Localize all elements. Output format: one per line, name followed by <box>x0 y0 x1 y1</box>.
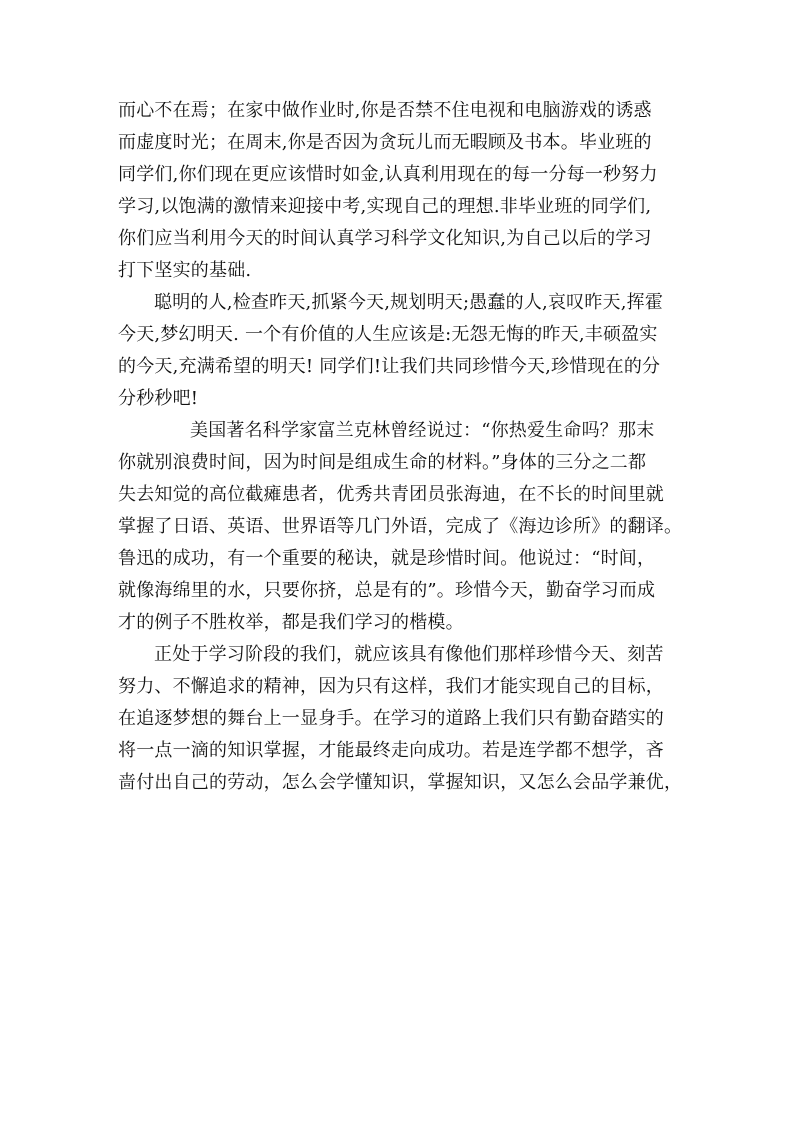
paragraph-line: 学习,以饱满的激情来迎接中考,实现自己的理想.非毕业班的同学们, <box>118 196 652 217</box>
paragraph-4 <box>118 639 683 799</box>
paragraph-line: 打下坚实的基础. <box>118 260 252 281</box>
paragraph-2 <box>118 287 678 415</box>
paragraph-line: 努力、不懈追求的精神，因为只有这样，我们才能实现自己的目标， <box>118 676 664 697</box>
paragraph-line: 你们应当利用今天的时间认真学习科学文化知识,为自己以后的学习 <box>118 228 652 249</box>
paragraph-line: 啬付出自己的劳动，怎么会学懂知识，掌握知识，又怎么会品学兼优， <box>118 772 683 793</box>
paragraph-line: 失去知觉的高位截瘫患者，优秀共青团员张海迪，在不长的时间里就 <box>118 484 664 505</box>
paragraph-line: 而虚度时光；在周末,你是否因为贪玩儿而无暇顾及书本。毕业班的 <box>118 132 652 153</box>
document-body <box>118 95 683 799</box>
paragraph-line: 正处于学习阶段的我们，就应该具有像他们那样珍惜今天、刻苦 <box>154 644 664 665</box>
paragraph-line: 掌握了日语、英语、世界语等几门外语，完成了《海边诊所》的翻译。 <box>118 516 683 537</box>
paragraph-line: 的今天,充满希望的明天! 同学们!让我们共同珍惜今天,珍惜现在的分 <box>118 356 661 377</box>
paragraph-line: 你就别浪费时间，因为时间是组成生命的材料。”身体的三分之二都 <box>118 452 647 473</box>
paragraph-line: 聪明的人,检查昨天,抓紧今天,规划明天;愚蠢的人,哀叹昨天,挥霍 <box>154 292 664 313</box>
paragraph-line: 今天,梦幻明天. 一个有价值的人生应该是:无怨无悔的昨天,丰硕盈实 <box>118 324 658 345</box>
paragraph-line: 在追逐梦想的舞台上一显身手。在学习的道路上我们只有勤奋踏实的 <box>118 708 664 729</box>
paragraph-line: 而心不在焉；在家中做作业时,你是否禁不住电视和电脑游戏的诱惑 <box>118 100 652 121</box>
paragraph-line: 鲁迅的成功，有一个重要的秘诀，就是珍惜时间。他说过：“时间， <box>118 548 656 569</box>
paragraph-line: 才的例子不胜枚举，都是我们学习的楷模。 <box>118 612 464 633</box>
paragraph-line: 分秒秒吧! <box>118 388 199 409</box>
paragraph-line: 美国著名科学家富兰克林曾经说过：“你热爱生命吗？那末 <box>190 420 655 441</box>
paragraph-line: 同学们,你们现在更应该惜时如金,认真利用现在的每一分每一秒努力 <box>118 164 658 185</box>
paragraph-line: 就像海绵里的水，只要你挤，总是有的”。珍惜今天，勤奋学习而成 <box>118 580 656 601</box>
paragraph-1 <box>118 95 678 287</box>
paragraph-line: 将一点一滴的知识掌握，才能最终走向成功。若是连学都不想学，吝 <box>118 740 664 761</box>
paragraph-3 <box>118 415 683 639</box>
